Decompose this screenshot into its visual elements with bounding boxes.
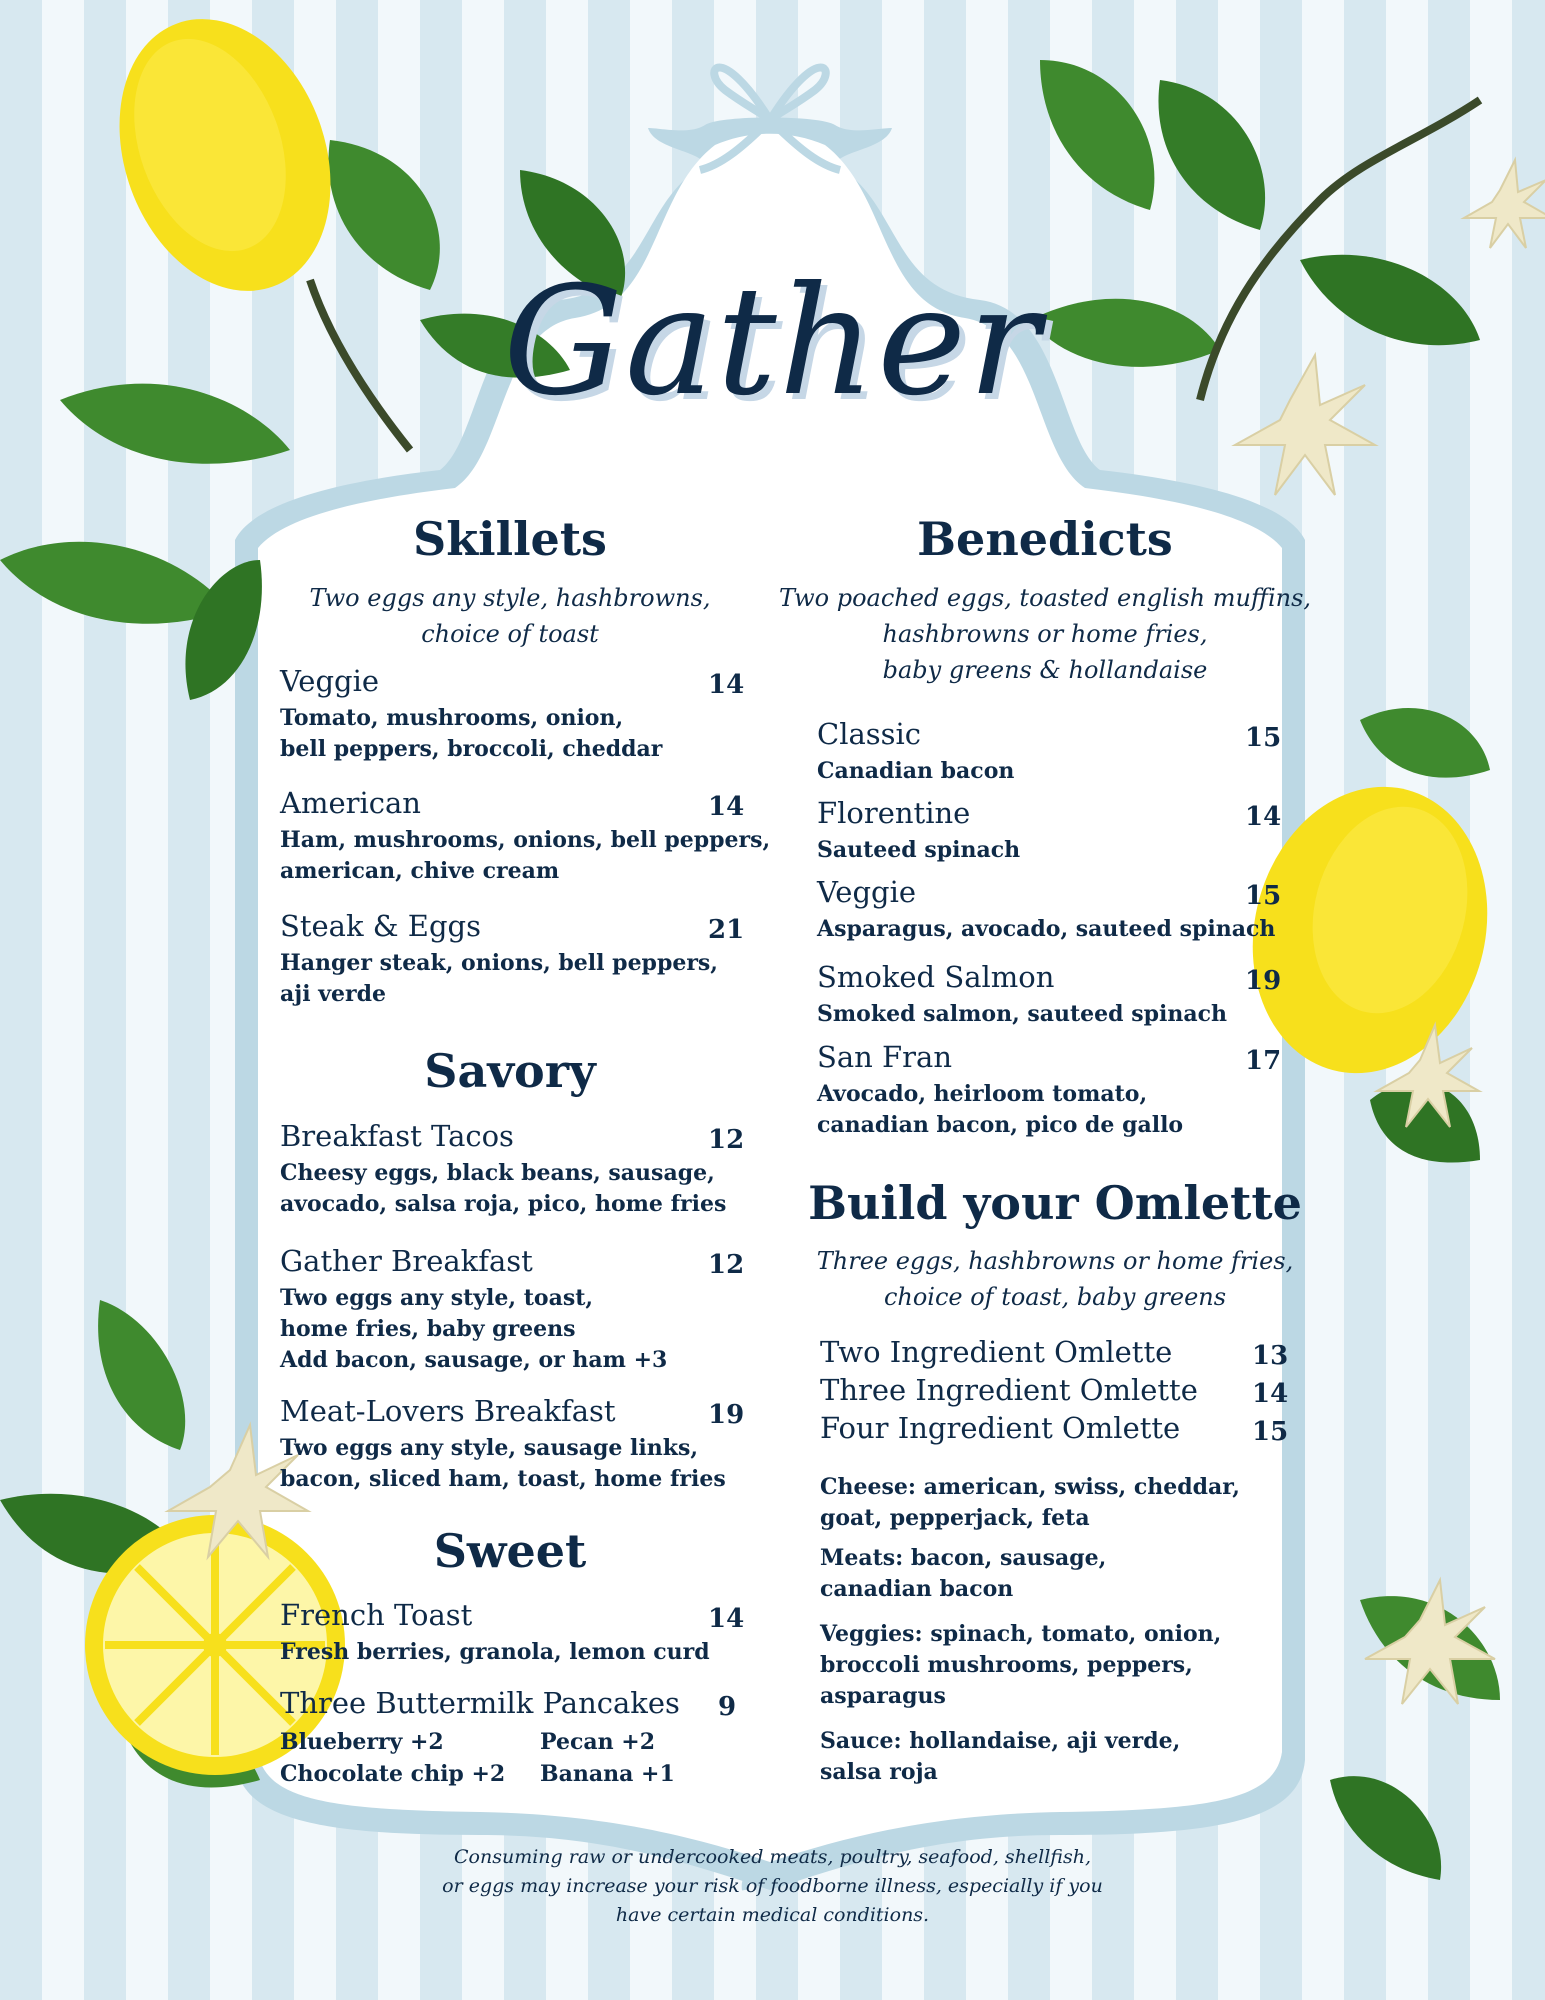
- menu-item-name: San Fran: [817, 1040, 953, 1074]
- section-title-sweet: Sweet: [433, 1524, 587, 1578]
- menu-item-name: Veggie: [817, 875, 917, 909]
- menu-item-name: Classic: [817, 717, 922, 751]
- menu-title: Gather: [503, 255, 1042, 429]
- menu-item-price: 12: [708, 1250, 745, 1280]
- menu-item-price: 14: [708, 670, 745, 700]
- menu-item-price: 15: [1252, 1417, 1289, 1447]
- menu-item-name: American: [280, 786, 421, 820]
- omelette-option: Meats: bacon, sausage, canadian bacon: [820, 1545, 1107, 1602]
- omelette-option: Sauce: hollandaise, aji verde, salsa roja: [820, 1728, 1181, 1785]
- menu-item-name: Veggie: [280, 664, 380, 698]
- menu-item-desc: Two eggs any style, sausage links, bacon, sliced ham, toast, home fries: [280, 1435, 726, 1492]
- menu-item-name: Steak & Eggs: [280, 909, 481, 943]
- menu-item-name: French Toast: [280, 1598, 473, 1632]
- menu-item-price: 14: [1252, 1379, 1289, 1409]
- menu-item-price: 15: [1245, 881, 1282, 911]
- menu-item-price: 19: [708, 1400, 745, 1430]
- menu-item-price: 14: [708, 1604, 745, 1634]
- menu-item-name: Gather Breakfast: [280, 1244, 533, 1278]
- omelette-option: Cheese: american, swiss, cheddar, goat, pepperjack, feta: [820, 1474, 1240, 1531]
- addon-option: Blueberry +2: [280, 1729, 444, 1755]
- section-subtitle-omelette: Three eggs, hashbrowns or home fries, choice of toast, baby greens: [816, 1247, 1294, 1311]
- menu-item-desc: Two eggs any style, toast, home fries, baby greens Add bacon, sausage, or ham +3: [280, 1285, 668, 1373]
- menu-item-name: Three Buttermilk Pancakes: [280, 1686, 680, 1720]
- menu-item-price: 21: [708, 915, 745, 945]
- omelette-option: Veggies: spinach, tomato, onion, broccoli mushrooms, peppers, asparagus: [820, 1621, 1222, 1709]
- menu-item-desc: Ham, mushrooms, onions, bell peppers, american, chive cream: [280, 827, 771, 884]
- menu-item-name: Breakfast Tacos: [280, 1119, 514, 1153]
- menu-item-price: 17: [1245, 1046, 1282, 1076]
- menu-item-price: 13: [1252, 1341, 1289, 1371]
- menu-item-price: 14: [708, 792, 745, 822]
- menu-item-desc: Sauteed spinach: [817, 837, 1021, 863]
- menu-item-desc: Tomato, mushrooms, onion, bell peppers, broccoli, cheddar: [280, 705, 663, 762]
- section-title-omelette: Build your Omlette: [808, 1176, 1302, 1230]
- health-disclaimer: Consuming raw or undercooked meats, poultry, seafood, shellfish, or eggs may increase your risk of foodborne illness, especially if you have certain medical conditions.: [442, 1846, 1103, 1926]
- menu-item-price: 19: [1245, 966, 1282, 996]
- menu-item-desc: Fresh berries, granola, lemon curd: [280, 1639, 710, 1665]
- menu-item-desc: Cheesy eggs, black beans, sausage, avocado, salsa roja, pico, home fries: [280, 1160, 727, 1217]
- section-title-benedicts: Benedicts: [917, 512, 1173, 566]
- addon-option: Pecan +2: [540, 1729, 655, 1755]
- menu-item-desc: Avocado, heirloom tomato, canadian bacon, pico de gallo: [817, 1081, 1184, 1138]
- menu-item-price: 12: [708, 1125, 745, 1155]
- addon-option: Chocolate chip +2: [280, 1761, 506, 1787]
- menu-item-price: 14: [1245, 802, 1282, 832]
- section-subtitle-benedicts: Two poached eggs, toasted english muffins, hashbrowns or home fries, baby greens & hollandaise: [778, 584, 1312, 684]
- menu-item-price: 15: [1245, 723, 1282, 753]
- menu-item-name: Meat-Lovers Breakfast: [280, 1394, 616, 1428]
- menu-item-price: 9: [718, 1692, 737, 1722]
- menu-item-desc: Smoked salmon, sauteed spinach: [817, 1001, 1227, 1027]
- section-title-skillets: Skillets: [413, 512, 607, 566]
- menu-item-name: Florentine: [817, 796, 971, 830]
- menu-item-desc: Asparagus, avocado, sauteed spinach: [817, 916, 1276, 942]
- addon-option: Banana +1: [540, 1761, 675, 1787]
- menu-item-name: Three Ingredient Omlette: [820, 1373, 1198, 1407]
- menu-item-name: Two Ingredient Omlette: [820, 1335, 1173, 1369]
- section-subtitle-skillets: Two eggs any style, hashbrowns, choice of toast: [309, 584, 711, 648]
- menu-item-name: Smoked Salmon: [817, 960, 1055, 994]
- menu-item-desc: Canadian bacon: [817, 758, 1015, 784]
- menu-item-desc: Hanger steak, onions, bell peppers, aji verde: [280, 950, 718, 1007]
- section-title-savory: Savory: [424, 1044, 596, 1098]
- menu-item-name: Four Ingredient Omlette: [820, 1411, 1181, 1445]
